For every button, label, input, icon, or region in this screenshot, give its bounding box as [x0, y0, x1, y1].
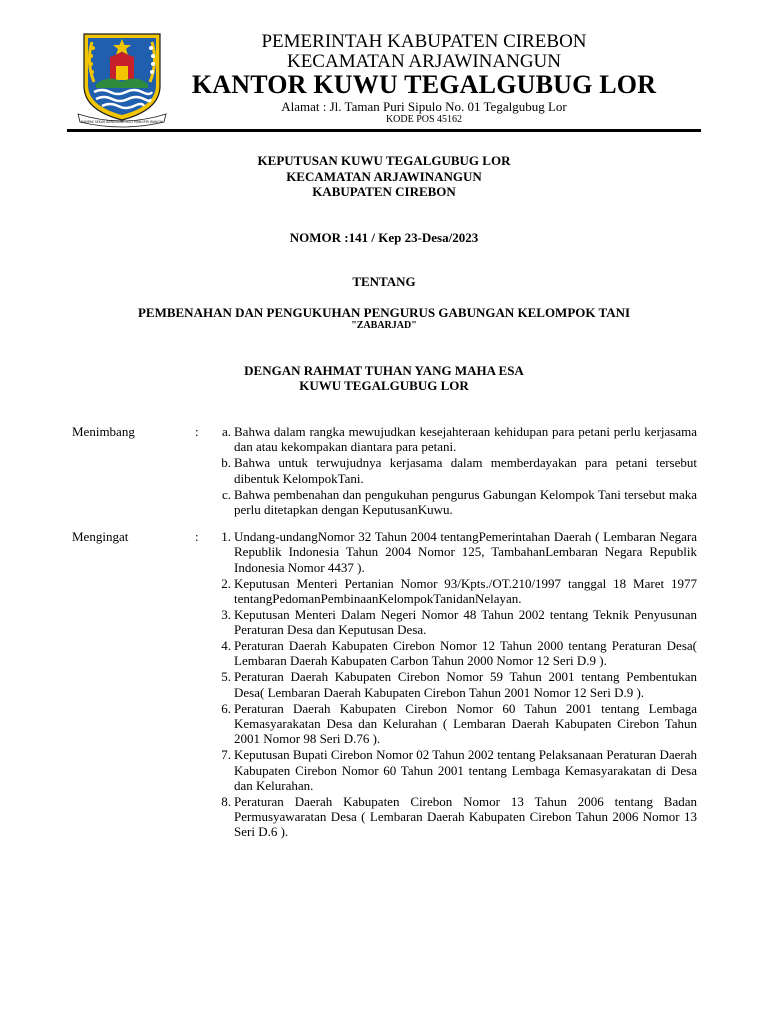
- menimbang-item: [207, 487, 697, 518]
- decree-grace-line1: DENGAN RAHMAT TUHAN YANG MAHA ESA: [244, 363, 524, 378]
- cirebon-regency-emblem-icon: [74, 28, 170, 128]
- mengingat-item-text: Undang-undangNomor 32 Tahun 2004 tentangPemerintahan Daerah ( Lembaran Negara Republik Indonesia Tahun 2004 Nomor 125, TambahanLembaran Negara Republik Indonesia Nomor 4437 ).: [234, 529, 697, 575]
- mengingat-item-marker: 8.: [221, 793, 231, 809]
- menimbang-label: Menimbang: [72, 424, 135, 439]
- mengingat-item: [207, 669, 697, 700]
- emblem-motto: RAMPAK SEKAR BANUSANG SUCI MANGPIR WANGHI: [80, 120, 164, 124]
- mengingat-item-text: Peraturan Daerah Kabupaten Cirebon Nomor 12 Tahun 2000 tentang Peraturan Desa( Lembaran Daerah Kabupaten Carbon Tahun 2000 Nomor 12 Seri D.9 ).: [234, 638, 697, 669]
- decree-subject: PEMBENAHAN DAN PENGUKUHAN PENGURUS GABUNGAN KELOMPOK TANI: [137, 305, 631, 320]
- mengingat-item-marker: 4.: [221, 638, 231, 654]
- mengingat-item: [207, 576, 697, 607]
- mengingat-item: [207, 747, 697, 793]
- decree-number: NOMOR :141 / Kep 23-Desa/2023: [289, 230, 479, 245]
- menimbang-item-marker: a.: [221, 424, 231, 439]
- decree-heading-line3: KABUPATEN CIREBON: [312, 184, 456, 199]
- decree-about-label: TENTANG: [352, 274, 416, 289]
- menimbang-item: [207, 455, 697, 486]
- mengingat-item-text: Keputusan Menteri Dalam Negeri Nomor 48 Tahun 2002 tentang Teknik Penyusunan Peraturan Desa dan Keputusan Desa.: [234, 606, 697, 638]
- letterhead-office-name: KANTOR KUWU TEGALGUBUG LOR: [191, 70, 657, 99]
- mengingat-item-text: Keputusan Menteri Pertanian Nomor 93/Kpts./OT.210/1997 tanggal 18 Maret 1977 tentangPedomanPembinaanKelompokTanidanNelayan.: [234, 575, 697, 606]
- letterhead-divider: [67, 129, 701, 132]
- mengingat-item-text: Peraturan Daerah Kabupaten Cirebon Nomor 13 Tahun 2006 tentang Badan Permusyawaratan Desa ( Lembaran Daerah Kabupaten Cirebon Tahun 2006 Nomor 13 Seri D.6 ).: [234, 793, 697, 840]
- letterhead: [0, 0, 768, 135]
- letterhead-government: PEMERINTAH KABUPATEN CIREBON: [261, 31, 587, 52]
- mengingat-item-text: Peraturan Daerah Kabupaten Cirebon Nomor 59 Tahun 2001 tentang Pembentukan Desa( Lembaran Daerah Kabupaten Cirebon Tahun 2001 Nomor 12 Seri D.9 ).: [234, 669, 697, 700]
- letterhead-address: Alamat : Jl. Taman Puri Sipulo No. 01 Tegalgubug Lor: [281, 99, 567, 114]
- mengingat-item-marker: 5.: [221, 669, 231, 685]
- decree-subject-name: "ZABARJAD": [351, 320, 417, 331]
- letterhead-district: KECAMATAN ARJAWINANGUN: [286, 51, 562, 72]
- mengingat-item: [207, 701, 697, 747]
- menimbang-item-marker: c.: [221, 486, 231, 502]
- mengingat-item-marker: 6.: [221, 700, 231, 716]
- mengingat-item: [207, 529, 697, 575]
- mengingat-label: Mengingat: [72, 529, 129, 544]
- mengingat-item-marker: 2.: [221, 575, 231, 591]
- mengingat-list: [207, 529, 697, 840]
- mengingat-item-text: Peraturan Daerah Kabupaten Cirebon Nomor 60 Tahun 2001 tentang Lembaga Kemasyarakatan Desa dan Kelurahan ( Lembaran Daerah Kabupaten Cirebon Tahun 2001 Nomor 98 Seri D.76 ).: [234, 700, 697, 747]
- decree-heading-line2: KECAMATAN ARJAWINANGUN: [286, 169, 482, 184]
- menimbang-item: [207, 424, 697, 455]
- menimbang-item-text: Bahwa untuk terwujudnya kerjasama dalam memberdayakan para petani tersebut dibentuk KelompokTani.: [234, 455, 697, 486]
- letterhead-postcode: KODE POS 45162: [385, 114, 463, 125]
- mengingat-item-text: Keputusan Bupati Cirebon Nomor 02 Tahun 2002 tentang Pelaksanaan Peraturan Daerah Kabupaten Cirebon Nomor 60 Tahun 2001 tentang Lembaga Kemasyarakatan di Desa dan Kelurahan.: [234, 747, 697, 793]
- mengingat-item-marker: 3.: [221, 606, 231, 622]
- menimbang-item-text: Bahwa dalam rangka mewujudkan kesejahteraan kehidupan para petani perlu kerjasama dan atau kekompakan diantara para petani.: [234, 424, 697, 455]
- menimbang-colon: :: [195, 424, 199, 439]
- mengingat-item-marker: 1.: [221, 529, 231, 544]
- menimbang-item-marker: b.: [221, 455, 231, 471]
- menimbang-item-text: Bahwa pembenahan dan pengukuhan pengurus Gabungan Kelompok Tani tersebut maka perlu ditetapkan dengan KeputusanKuwu.: [234, 486, 697, 517]
- mengingat-colon: :: [195, 529, 199, 544]
- mengingat-item-marker: 7.: [221, 747, 231, 763]
- menimbang-list: [207, 424, 697, 518]
- decree-heading-line1: KEPUTUSAN KUWU TEGALGUBUG LOR: [257, 153, 511, 168]
- mengingat-item: [207, 638, 697, 669]
- mengingat-item: [207, 794, 697, 840]
- mengingat-item: [207, 607, 697, 638]
- decree-grace-line2: KUWU TEGALGUBUG LOR: [299, 378, 469, 393]
